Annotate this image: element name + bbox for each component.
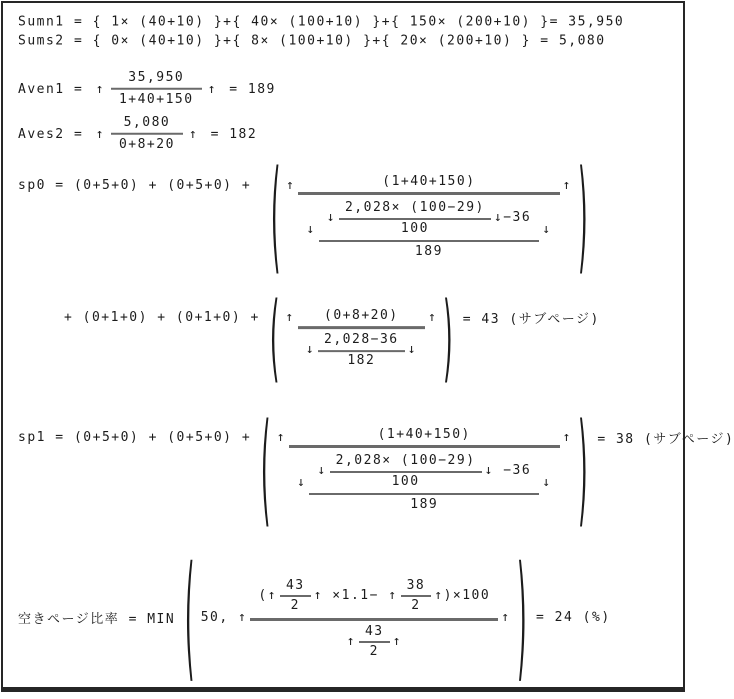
aven1-numerator: 35,950 (128, 69, 185, 85)
formula-aven1 (18, 68, 276, 111)
big-right-paren: ) (575, 146, 591, 290)
ratio-times100: )×100 (443, 588, 491, 604)
floor-open-icon: ↓ (306, 221, 316, 237)
sp0-paren-group (264, 146, 595, 290)
ratio-frac-43a (280, 577, 311, 616)
floor-close-icon: ↓ (407, 342, 417, 358)
paren-open: ( (258, 588, 268, 604)
ceil-close-icon: ↑ (501, 609, 511, 625)
sp1-denominator (289, 445, 560, 517)
formula-sums2-line (18, 34, 606, 49)
sp0-cont-mini-denominator: 182 (318, 350, 405, 370)
ceil-close-icon: ↑ (427, 310, 438, 326)
sp0-cont-numerator: (0+8+20) (324, 308, 399, 324)
sp0-cont-denominator (298, 326, 425, 372)
ceil-close-icon: ↑ (562, 177, 572, 193)
sp0-inner-fraction (319, 197, 540, 262)
ceil-open-icon: ↑ (285, 177, 296, 193)
sp1-prefix: sp1 = (0+5+0) + (0+5+0) + (18, 429, 252, 445)
sp0-mini-denominator: 100 (339, 218, 491, 238)
formula-sumn1-line (18, 15, 624, 30)
ceil-open-icon: ↑ (95, 81, 105, 97)
floor-close-icon: ↓ (542, 221, 552, 237)
big-right-paren: ) (575, 399, 591, 543)
big-left-paren: ( (258, 399, 273, 543)
sp0-cont-mini-numerator: 2,028−36 (324, 332, 399, 348)
sp0-fraction (298, 172, 559, 264)
ceil-open-icon: ↑ (276, 429, 286, 445)
sp1-fraction (289, 425, 560, 517)
ratio-arg1: 50, (200, 609, 238, 625)
ratio-frac-38-num: 38 (406, 578, 426, 593)
floor-open-icon: ↓ (305, 342, 316, 358)
ratio-frac-43b-num: 43 (364, 623, 384, 639)
formula-sp0 (18, 139, 594, 290)
sp0-prefix: sp0 = (0+5+0) + (0+5+0) + (18, 177, 261, 193)
ratio-frac-43b-den: 2 (359, 641, 390, 661)
ceil-open-icon: ↑ (238, 609, 248, 625)
sp1-inner-fraction (309, 450, 539, 515)
ceil-open-icon: ↑ (95, 126, 105, 142)
ceil-open-icon: ↑ (285, 310, 295, 326)
sp1-inner-numerator (309, 450, 539, 493)
ratio-frac-43a-num: 43 (285, 578, 305, 593)
ceil-close-icon: ↑ (313, 588, 323, 604)
ceil-close-icon: ↑ (207, 81, 217, 97)
floor-open-icon: ↓ (296, 474, 307, 490)
ratio-frac-43a-den: 2 (280, 595, 311, 615)
big-right-paren: ) (441, 283, 456, 395)
sp0-cont-prefix: + (0+1+0) + (0+1+0) + (64, 310, 260, 326)
sp0-cont-fraction (298, 306, 425, 372)
ratio-numerator (250, 575, 498, 618)
ratio-denominator (250, 618, 498, 664)
sp1-mini-numerator: 2,028× (100−29) (335, 453, 476, 469)
ratio-paren-group (178, 539, 533, 699)
aves2-denominator: 0+8+20 (111, 133, 183, 155)
sp0-mini-fraction (339, 199, 491, 238)
big-left-paren: ( (182, 539, 197, 699)
ceil-close-icon: ↑ (434, 588, 444, 604)
big-left-paren: ( (267, 146, 283, 290)
sp0-denominator (298, 192, 559, 264)
big-right-paren: ) (514, 539, 530, 699)
ceil-open-icon: ↑ (267, 588, 277, 604)
floor-open-icon: ↓ (326, 210, 336, 226)
ratio-result: = 24 (%) (536, 609, 611, 625)
sp0-inner-numerator (319, 197, 540, 240)
floor-close-icon: ↓ (493, 210, 504, 226)
ratio-mid: ×1.1− (322, 588, 389, 604)
floor-open-icon: ↓ (317, 463, 327, 479)
aven1-rhs: = 189 (219, 81, 276, 97)
big-left-paren: ( (266, 283, 282, 395)
sp0-numerator: (1+40+150) (382, 174, 476, 189)
aves2-numerator: 5,080 (123, 114, 171, 130)
ceil-open-icon: ↑ (346, 633, 356, 649)
sp0-minus36: −36 (503, 210, 532, 226)
ceil-close-icon: ↑ (392, 633, 402, 649)
ratio-label: 空きページ比率 = MIN (18, 611, 176, 627)
sp1-paren-group (254, 399, 594, 543)
aven1-lhs: Aven1 = (18, 81, 93, 97)
ratio-frac-43b (359, 623, 390, 662)
ceil-close-icon: ↑ (562, 429, 572, 445)
sp0-cont-mini-fraction (318, 331, 405, 370)
ratio-frac-38-den: 2 (401, 595, 432, 615)
formula-sp0-continued (64, 283, 600, 395)
sp1-mini-fraction (330, 452, 482, 491)
floor-close-icon: ↓ (542, 474, 552, 490)
aves2-lhs: Aves2 = (18, 126, 93, 142)
sp0-outer-denominator: 189 (319, 240, 540, 262)
sp1-mini-denominator: 100 (330, 471, 482, 491)
sp0-result: = 43 (サブページ) (462, 312, 600, 328)
aves2-rhs: = 182 (201, 126, 258, 142)
aven1-denominator: 1+40+150 (111, 88, 202, 110)
sp1-outer-denominator: 189 (309, 493, 539, 515)
aven1-fraction (111, 68, 202, 111)
sumn1-text: Sumn1 = { 1× (40+10) }+{ 40× (100+10) }+{ 150× (200+10) }= 35,950 (18, 14, 625, 30)
ratio-frac-38 (401, 577, 432, 616)
ratio-fraction (250, 575, 498, 663)
floor-close-icon: ↓ (484, 463, 494, 479)
sp1-numerator: (1+40+150) (377, 427, 471, 442)
sp0-cont-paren-group (263, 283, 460, 395)
sums2-text: Sums2 = { 0× (40+10) }+{ 8× (100+10) }+{ 20× (200+10) } = 5,080 (18, 33, 606, 49)
ceil-close-icon: ↑ (188, 126, 199, 142)
sp1-result: = 38 (サブページ) (597, 431, 734, 447)
sp0-mini-numerator: 2,028× (100−29) (344, 200, 485, 216)
ceil-open-icon: ↑ (388, 588, 398, 604)
sp1-minus36: −36 (493, 463, 532, 479)
formula-sp1 (18, 391, 734, 543)
formula-empty-page-ratio (18, 539, 611, 699)
